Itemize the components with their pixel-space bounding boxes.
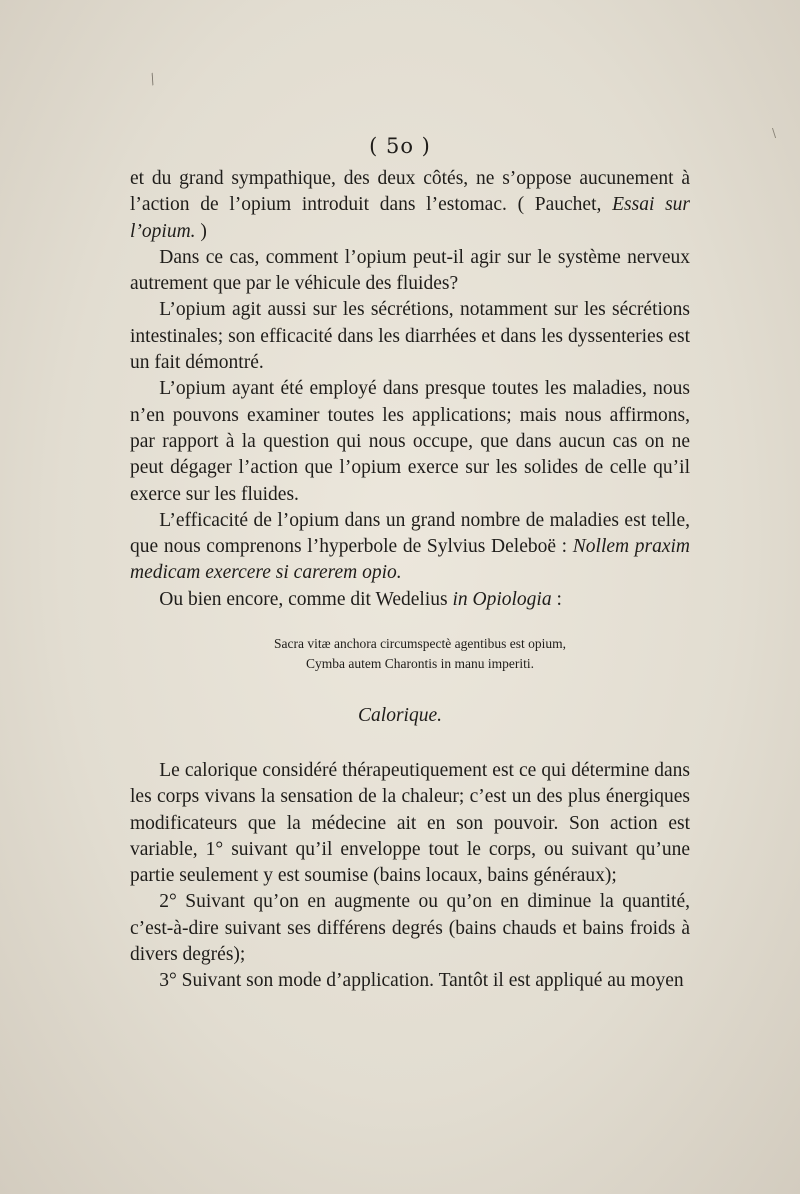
verse-line-1: Sacra vitæ anchora circumspectè agentibus est opium, [273,636,567,651]
verse-line-2: Cymba autem Charontis in manu imperiti. [306,656,534,671]
paragraph-1-tail: ) [195,220,207,242]
paragraph-4: L’opium ayant été employé dans presque toutes les maladies, nous n’en pouvons examiner toutes les applications; mais nous affirmons, par rapport à la question qui nous occupe, que dans aucun cas on ne peut dégager l’action que l’opium exerce sur les solides de celle qu’il exerce sur les fluides. [130,378,690,505]
paragraph-7: Le calorique considéré thérapeutiquement est ce qui détermine dans les corps vivans la sensation de la chaleur; c’est un des plus énergiques modificateurs que la médecine ait en son pouvoir. Son action est variable, 1° suivant qu’il enveloppe tout le corps, ou suivant qu’une partie seulement y est soumise (bains locaux, bains généraux); [130,760,690,887]
section-title: Calorique. [358,705,442,726]
paragraph-5-text: L’efficacité de l’opium dans un grand nombre de maladies est telle, que nous comprenons l’hyperbole de Sylvius Deleboë : [130,509,690,558]
paragraph-6-text: Ou bien encore, comme dit Wedelius [159,588,453,610]
page-number: ( 5o ) [369,134,431,158]
latin-quote: Nollem praxim medicam exercere si carerem opio. [130,536,690,584]
text-block-opium [130,166,690,613]
paragraph-6 [130,587,690,613]
paragraph-9: 3° Suivant son mode d’application. Tantôt il est appliqué au moyen [159,970,684,992]
paragraph-3: L’opium agit aussi sur les sécrétions, notamment sur les sécrétions intestinales; son efficacité dans les diarrhées et dans les dyssenteries est un fait démontré. [130,299,690,374]
margin-mark: \ [772,126,777,140]
paragraph-1-text: et du grand sympathique, des deux côtés, ne s’oppose aucunement à l’action de l’opium introduit dans l’estomac. ( Pauchet, [130,168,690,216]
text-block-calorique [130,758,690,995]
paragraph-6-tail: : [551,588,562,610]
latin-verse [0,634,800,674]
paragraph-2: Dans ce cas, comment l’opium peut-il agir sur le système nerveux autrement que par le véhicule des fluides? [130,246,690,295]
paragraph-1 [130,166,690,245]
paragraph-5 [130,508,690,587]
pencil-mark: ⁄ [147,72,159,88]
work-title: in Opiologia [452,588,552,610]
citation-title: Essai sur l’opium. [130,194,691,242]
paragraph-8: 2° Suivant qu’on en augmente ou qu’on en diminue la quantité, c’est-à-dire suivant ses différens degrés (bains chauds et bains froids à divers degrés); [130,891,690,966]
